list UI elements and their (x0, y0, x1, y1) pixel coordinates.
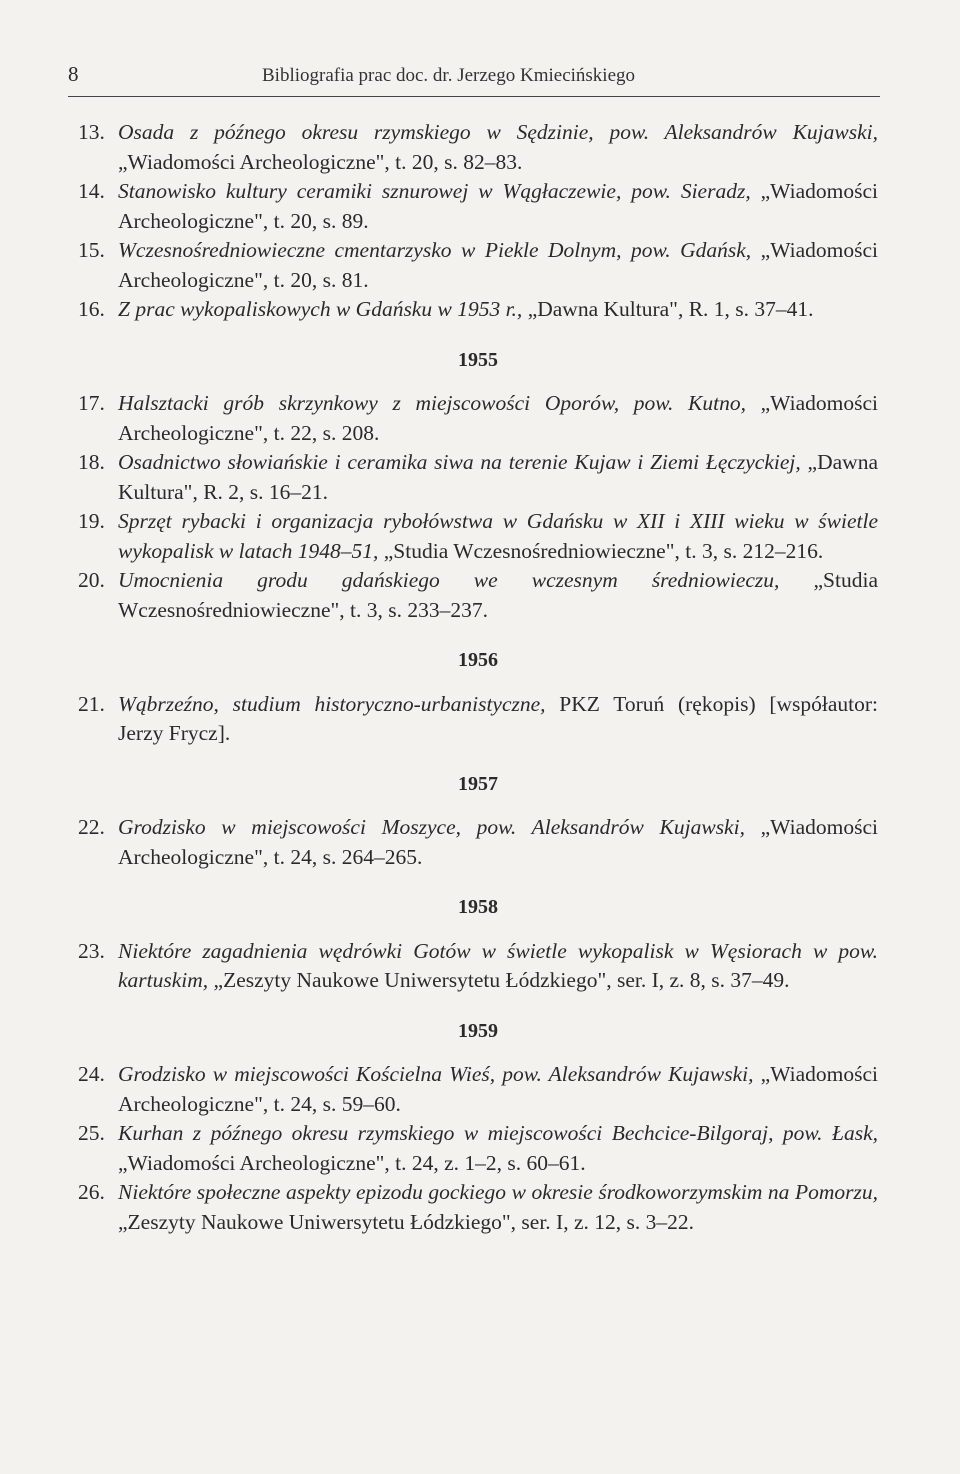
page-number: 8 (68, 62, 79, 86)
bibliography-entry (78, 177, 878, 236)
entry-number: 20. (78, 568, 105, 592)
bibliography-entry (78, 295, 878, 325)
entry-number: 24. (78, 1062, 105, 1086)
bibliography-entry (78, 507, 878, 566)
entry-title: Grodzisko w miejscowości Kościelna Wieś, pow. Aleksandrów Kujawski, (118, 1062, 754, 1086)
bibliography-entry (78, 566, 878, 625)
entry-number: 15. (78, 238, 105, 262)
entry-publication: „Wiadomości Archeologiczne", t. 24, z. 1–2, s. 60–61. (118, 1150, 586, 1175)
entry-title: Umocnienia grodu gdańskiego we wczesnym średniowieczu, (118, 568, 780, 592)
bibliography-entry (78, 1119, 878, 1178)
entry-number: 18. (78, 450, 105, 474)
entry-publication: „Dawna Kultura", R. 1, s. 37–41. (522, 297, 814, 321)
entry-publication: „Zeszyty Naukowe Uniwersytetu Łódzkiego", ser. I, z. 8, s. 37–49. (208, 968, 790, 992)
bibliography-entry (78, 118, 878, 177)
entry-publication: „Zeszyty Naukowe Uniwersytetu Łódzkiego", ser. I, z. 12, s. 3–22. (118, 1209, 694, 1234)
entry-publication: „Wiadomości Archeologiczne", t. 20, s. 89. (118, 179, 878, 233)
entry-title: Niektóre zagadnienia wędrówki Gotów w świetle wykopalisk w Węsiorach w pow. kartuskim, (118, 938, 878, 992)
bibliography-entry (78, 236, 878, 295)
entry-number: 23. (78, 938, 105, 963)
entry-title: Sprzęt rybacki i organizacja rybołówstwa w Gdańsku w XII i XIII wieku w świetle wykopalisk w latach 1948–51, (118, 509, 878, 563)
entry-number: 21. (78, 691, 105, 716)
entry-title: Osadnictwo słowiańskie i ceramika siwa na terenie Kujaw i Ziemi Łęczyckiej, (118, 450, 801, 474)
entry-publication: „Wiadomości Archeologiczne", t. 24, s. 59–60. (118, 1062, 878, 1116)
entry-number: 19. (78, 509, 105, 533)
entry-number: 16. (78, 297, 105, 321)
bibliography-entry (78, 813, 878, 872)
bibliography-entry (78, 1060, 878, 1119)
bibliography-entry (78, 937, 878, 996)
entry-title: Wąbrzeźno, studium historyczno-urbanistyczne, (118, 691, 546, 716)
entry-title: Osada z późnego okresu rzymskiego w Sędzinie, pow. Aleksandrów Kujawski, (118, 120, 878, 144)
entry-title: Wczesnośredniowieczne cmentarzysko w Piekle Dolnym, pow. Gdańsk, (118, 238, 752, 262)
entry-number: 25. (78, 1121, 105, 1145)
entry-title: Stanowisko kultury ceramiki sznurowej w Wągłaczewie, pow. Sieradz, (118, 179, 751, 203)
entry-number: 14. (78, 179, 105, 203)
entry-title: Z prac wykopaliskowych w Gdańsku w 1953 r., (118, 297, 523, 321)
running-title: Bibliografia prac doc. dr. Jerzego Kmiecińskiego (262, 65, 636, 86)
bibliography-list (78, 118, 878, 1237)
entry-number: 17. (78, 391, 105, 415)
year-heading: 1958 (458, 896, 498, 918)
entry-number: 26. (78, 1180, 105, 1204)
page-header (68, 62, 880, 97)
year-heading: 1957 (458, 772, 498, 795)
entry-title: Grodzisko w miejscowości Moszyce, pow. Aleksandrów Kujawski, (118, 815, 745, 839)
entry-title: Kurhan z późnego okresu rzymskiego w miejscowości Bechcice-Bilgoraj, pow. Łask, (118, 1121, 878, 1145)
bibliography-entry (78, 389, 878, 448)
bibliography-entry (78, 1178, 878, 1237)
year-heading: 1956 (458, 649, 498, 671)
entry-publication: „Dawna Kultura", R. 2, s. 16–21. (118, 450, 878, 504)
entry-number: 22. (78, 815, 105, 839)
entry-title: Halsztacki grób skrzynkowy z miejscowości Oporów, pow. Kutno, (118, 391, 746, 415)
bibliography-entry (78, 448, 878, 507)
entry-publication: „Wiadomości Archeologiczne", t. 20, s. 81. (118, 238, 878, 292)
entry-title: Niektóre społeczne aspekty epizodu gockiego w okresie środkoworzymskim na Pomorzu, (118, 1180, 878, 1204)
year-heading: 1955 (458, 348, 498, 371)
entry-publication: „Studia Wczesnośredniowieczne", t. 3, s. 233–237. (118, 568, 878, 622)
entry-publication: „Wiadomości Archeologiczne", t. 22, s. 208. (118, 391, 878, 445)
entry-publication: PKZ Toruń (rękopis) [współautor: Jerzy Frycz]. (118, 691, 878, 745)
entry-publication: „Wiadomości Archeologiczne", t. 24, s. 264–265. (118, 815, 878, 869)
entry-publication: „Wiadomości Archeologiczne", t. 20, s. 82–83. (118, 149, 523, 174)
entry-publication: „Studia Wczesnośredniowieczne", t. 3, s. 212–216. (378, 538, 824, 563)
entry-number: 13. (78, 120, 105, 144)
bibliography-entry (78, 690, 878, 749)
year-heading: 1959 (458, 1019, 498, 1042)
